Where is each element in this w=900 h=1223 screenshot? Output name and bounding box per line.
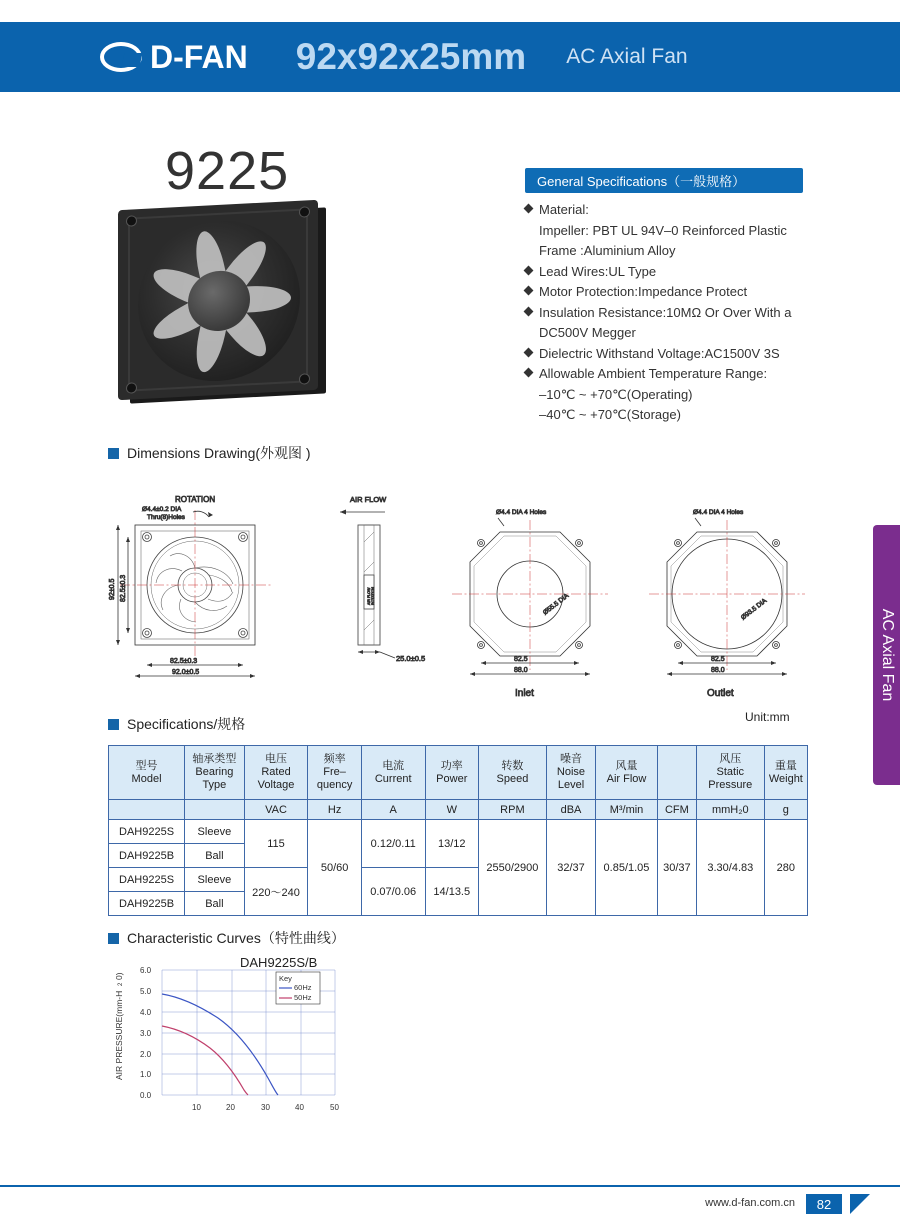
chart-svg	[100, 960, 440, 1125]
list-item	[525, 282, 855, 303]
th-noise-level: 噪音 Noise Level	[546, 746, 595, 800]
unit-label: Unit:mm	[745, 710, 790, 724]
cell-power: 13/12	[425, 820, 478, 868]
th-air-flow: 风量 Air Flow	[596, 746, 658, 800]
svg-text:Outlet: Outlet	[707, 688, 734, 699]
unit-cell: W	[425, 800, 478, 820]
specifications-table	[108, 745, 808, 916]
table-unit-row	[109, 800, 808, 820]
table-header-row	[109, 746, 808, 800]
spec-text: Dielectric Withstand Voltage:AC1500V 3S	[539, 345, 780, 361]
svg-text:Inlet: Inlet	[515, 688, 534, 699]
section-heading-specifications	[108, 714, 245, 734]
unit-cell: A	[361, 800, 425, 820]
svg-text:Thru(8)Holes: Thru(8)Holes	[147, 514, 185, 521]
svg-text:3.0: 3.0	[140, 1029, 152, 1038]
fan-product-photo	[118, 205, 338, 410]
svg-text:82.5±0.3: 82.5±0.3	[120, 574, 127, 602]
svg-text:Ø4.4±0.2 DIA: Ø4.4±0.2 DIA	[142, 506, 182, 513]
list-item	[525, 200, 855, 221]
cell-weight: 280	[764, 820, 807, 916]
svg-text:Key: Key	[279, 974, 292, 983]
cell-voltage: 115	[244, 820, 308, 868]
svg-text:2.0: 2.0	[140, 1050, 152, 1059]
svg-text:82.5: 82.5	[514, 656, 528, 663]
cell-bearing: Ball	[185, 844, 245, 868]
brand-name: D-FAN	[150, 38, 248, 75]
cell-noise: 32/37	[546, 820, 595, 916]
spec-text: Motor Protection:Impedance Protect	[539, 284, 748, 299]
chart-title: DAH9225S/B	[240, 955, 318, 970]
page-number: 82	[806, 1194, 842, 1214]
section-heading-dimensions	[108, 443, 311, 463]
section-marker-icon	[108, 448, 119, 459]
cell-bearing: Sleeve	[185, 820, 245, 844]
fan-screw-hole	[299, 373, 310, 385]
svg-text:4.0: 4.0	[140, 1008, 152, 1017]
spec-text: Material:	[539, 202, 589, 217]
product-size-title: 92x92x25mm	[295, 36, 527, 77]
fan-screw-hole	[126, 215, 137, 227]
list-item	[525, 344, 855, 365]
unit-cell: M³/min	[596, 800, 658, 820]
cell-frequency: 50/60	[308, 820, 361, 916]
th-model: 型号 Model	[109, 746, 185, 800]
svg-text:82.5: 82.5	[711, 656, 725, 663]
svg-text:40: 40	[295, 1103, 304, 1112]
product-type-title: AC Axial Fan	[566, 45, 688, 68]
section-marker-icon	[108, 933, 119, 944]
d-fan-logo-icon	[100, 42, 142, 72]
spec-subtext: –40℃ ~ +70℃(Storage)	[539, 407, 681, 422]
unit-cell: mmH₂0	[696, 800, 764, 820]
unit-cell	[185, 800, 245, 820]
brand-logo	[100, 39, 248, 76]
characteristic-curve-chart	[100, 960, 440, 1125]
cell-bearing: Sleeve	[185, 868, 245, 892]
section-heading-label: Dimensions Drawing(外观图 )	[127, 445, 311, 461]
list-item	[525, 364, 855, 385]
spec-subtext: –10℃ ~ +70℃(Operating)	[539, 386, 693, 402]
spec-subtext: Impeller: PBT UL 94V–0 Reinforced Plastic	[539, 222, 787, 238]
diamond-bullet-icon	[524, 265, 534, 275]
th-frequency: 频率 Fre– quency	[308, 746, 361, 800]
general-specifications-heading-label: General Specifications（一般规格）	[537, 174, 746, 189]
cell-voltage: 220～240	[244, 868, 308, 916]
section-marker-icon	[108, 719, 119, 730]
cell-speed: 2550/2900	[478, 820, 546, 916]
fan-screw-hole	[126, 382, 137, 394]
svg-text:82.5±0.3: 82.5±0.3	[170, 658, 198, 665]
page-header	[0, 22, 900, 92]
general-specifications-list	[525, 200, 855, 426]
section-heading-label: Specifications/规格	[127, 716, 246, 732]
svg-text:AIR FLOW: AIR FLOW	[367, 587, 371, 605]
section-heading-label: Characteristic Curves（特性曲线）	[127, 930, 345, 946]
dimensions-drawing-svg	[100, 480, 860, 725]
th-current: 电流 Current	[361, 746, 425, 800]
svg-text:2: 2	[118, 982, 124, 986]
side-tab-label: AC Axial Fan	[878, 608, 896, 702]
diamond-bullet-icon	[524, 286, 534, 296]
footer-website: www.d-fan.com.cn	[705, 1197, 795, 1209]
svg-text:60Hz: 60Hz	[294, 983, 312, 992]
cell-power: 14/13.5	[425, 868, 478, 916]
th-power: 功率 Power	[425, 746, 478, 800]
cell-model: DAH9225B	[109, 892, 185, 916]
dimensions-drawing	[100, 480, 860, 725]
svg-text:0): 0)	[114, 972, 124, 980]
svg-text:6.0: 6.0	[140, 966, 152, 975]
svg-text:ROTATION: ROTATION	[371, 586, 375, 605]
cell-model: DAH9225S	[109, 820, 185, 844]
svg-text:50: 50	[330, 1103, 339, 1112]
footer-triangle-decoration	[850, 1194, 870, 1214]
spec-text: Lead Wires:UL Type	[539, 263, 657, 279]
cell-model: DAH9225B	[109, 844, 185, 868]
diamond-bullet-icon	[524, 347, 534, 357]
unit-cell: VAC	[244, 800, 308, 820]
svg-text:25.0±0.5: 25.0±0.5	[396, 654, 426, 663]
cell-airflow-cfm: 30/37	[657, 820, 696, 916]
th-bearing-type: 轴承类型 Bearing Type	[185, 746, 245, 800]
svg-text:92±0.5: 92±0.5	[109, 578, 116, 600]
fan-screw-hole	[299, 206, 310, 218]
svg-text:AIR FLOW: AIR FLOW	[350, 495, 387, 504]
spec-subtext: DC500V Megger	[539, 325, 636, 340]
unit-cell: dBA	[546, 800, 595, 820]
side-tab-ac-axial-fan	[873, 525, 900, 785]
diamond-bullet-icon	[524, 204, 534, 214]
cell-current: 0.07/0.06	[361, 868, 425, 916]
cell-bearing: Ball	[185, 892, 245, 916]
list-item	[525, 303, 855, 324]
svg-text:Ø4.4 DIA 4 Holes: Ø4.4 DIA 4 Holes	[693, 509, 744, 516]
cell-pressure: 3.30/4.83	[696, 820, 764, 916]
list-item	[525, 262, 855, 283]
svg-text:AIR PRESSURE(mm-H: AIR PRESSURE(mm-H	[114, 990, 124, 1080]
th-rated-voltage: 电压 Rated Voltage	[244, 746, 308, 800]
svg-text:88.0: 88.0	[514, 667, 528, 674]
unit-cell: Hz	[308, 800, 361, 820]
svg-text:Ø4.4 DIA 4 Holes: Ø4.4 DIA 4 Holes	[496, 509, 547, 516]
unit-cell: CFM	[657, 800, 696, 820]
th-weight: 重量 Weight	[764, 746, 807, 800]
svg-text:ROTATION: ROTATION	[175, 495, 216, 504]
fan-impeller	[138, 217, 300, 385]
top-margin	[0, 0, 900, 14]
svg-text:Ø93.5 DIA: Ø93.5 DIA	[739, 597, 769, 622]
unit-cell	[109, 800, 185, 820]
svg-text:92.0±0.5: 92.0±0.5	[172, 669, 200, 676]
general-specifications-heading	[525, 168, 803, 193]
cell-airflow-m3: 0.85/1.05	[596, 820, 658, 916]
diamond-bullet-icon	[524, 368, 534, 378]
spec-text: Allowable Ambient Temperature Range:	[539, 366, 768, 381]
footer-divider	[0, 1185, 900, 1187]
fan-frame	[118, 200, 318, 400]
svg-text:50Hz: 50Hz	[294, 993, 312, 1002]
svg-text:5.0: 5.0	[140, 987, 152, 996]
th-speed: 转数 Speed	[478, 746, 546, 800]
cell-current: 0.12/0.11	[361, 820, 425, 868]
unit-cell: RPM	[478, 800, 546, 820]
table-row	[109, 820, 808, 844]
svg-text:10: 10	[192, 1103, 201, 1112]
spec-subtext: Frame :Aluminium Alloy	[539, 243, 676, 258]
product-number: 9225	[165, 141, 290, 201]
svg-text:Ø55.5 DIA: Ø55.5 DIA	[541, 592, 571, 617]
th-static-pressure: 风压 Static Pressure	[696, 746, 764, 800]
th-air-flow-cfm	[657, 746, 696, 800]
cell-model: DAH9225S	[109, 868, 185, 892]
diamond-bullet-icon	[524, 306, 534, 316]
section-heading-curves	[108, 928, 345, 948]
svg-text:1.0: 1.0	[140, 1070, 152, 1079]
svg-text:20: 20	[226, 1103, 235, 1112]
svg-text:0.0: 0.0	[140, 1091, 152, 1100]
svg-text:30: 30	[261, 1103, 270, 1112]
unit-cell: g	[764, 800, 807, 820]
svg-text:88.0: 88.0	[711, 667, 725, 674]
spec-text: Insulation Resistance:10MΩ Or Over With a	[539, 304, 792, 320]
